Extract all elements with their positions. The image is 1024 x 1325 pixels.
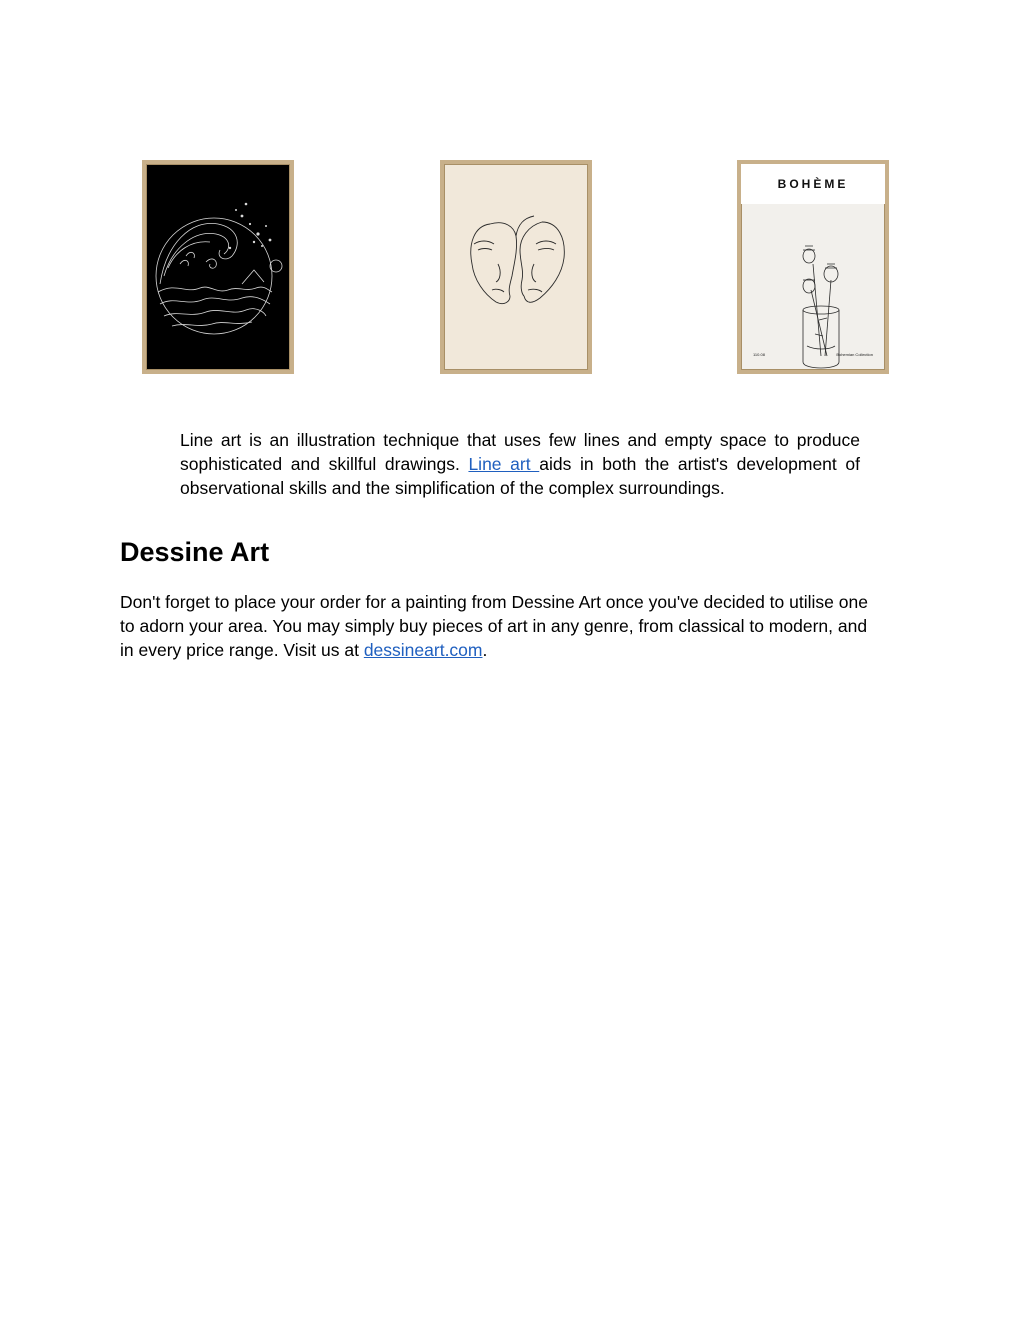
body-text-start: Don't forget to place your order for a painting from Dessine Art once you've decided to utilise one to adorn your area. You may simply buy pieces of art in any genre, from classical to modern, and in every price range. Visit us at [120, 592, 868, 660]
dessineart-link[interactable]: dessineart.com [363, 640, 483, 660]
boheme-collection: Bohemian Collection [836, 352, 873, 357]
poppy-vase-line-art-icon [741, 204, 885, 374]
boheme-code: 110.08 [753, 352, 765, 357]
body-text-end: . [482, 640, 488, 660]
boheme-title: BOHÈME [741, 164, 885, 204]
intro-text-end: aids in both the artist's development of observational skills and the simplification of the complex surroundings. [180, 454, 861, 498]
faces-art-image [440, 160, 592, 374]
great-wave-line-art-icon [146, 164, 290, 370]
two-faces-line-art-icon [444, 164, 588, 370]
wave-art-image [142, 160, 294, 374]
boheme-art-image [737, 160, 889, 374]
section-heading: Dessine Art [120, 537, 270, 567]
body-paragraph [120, 590, 880, 662]
intro-text-start: Line art is an illustration technique that uses few lines and empty space to produce sophisticated and skillful drawings. [180, 430, 860, 474]
intro-paragraph [180, 428, 860, 500]
line-art-link[interactable]: Line art [468, 454, 540, 474]
